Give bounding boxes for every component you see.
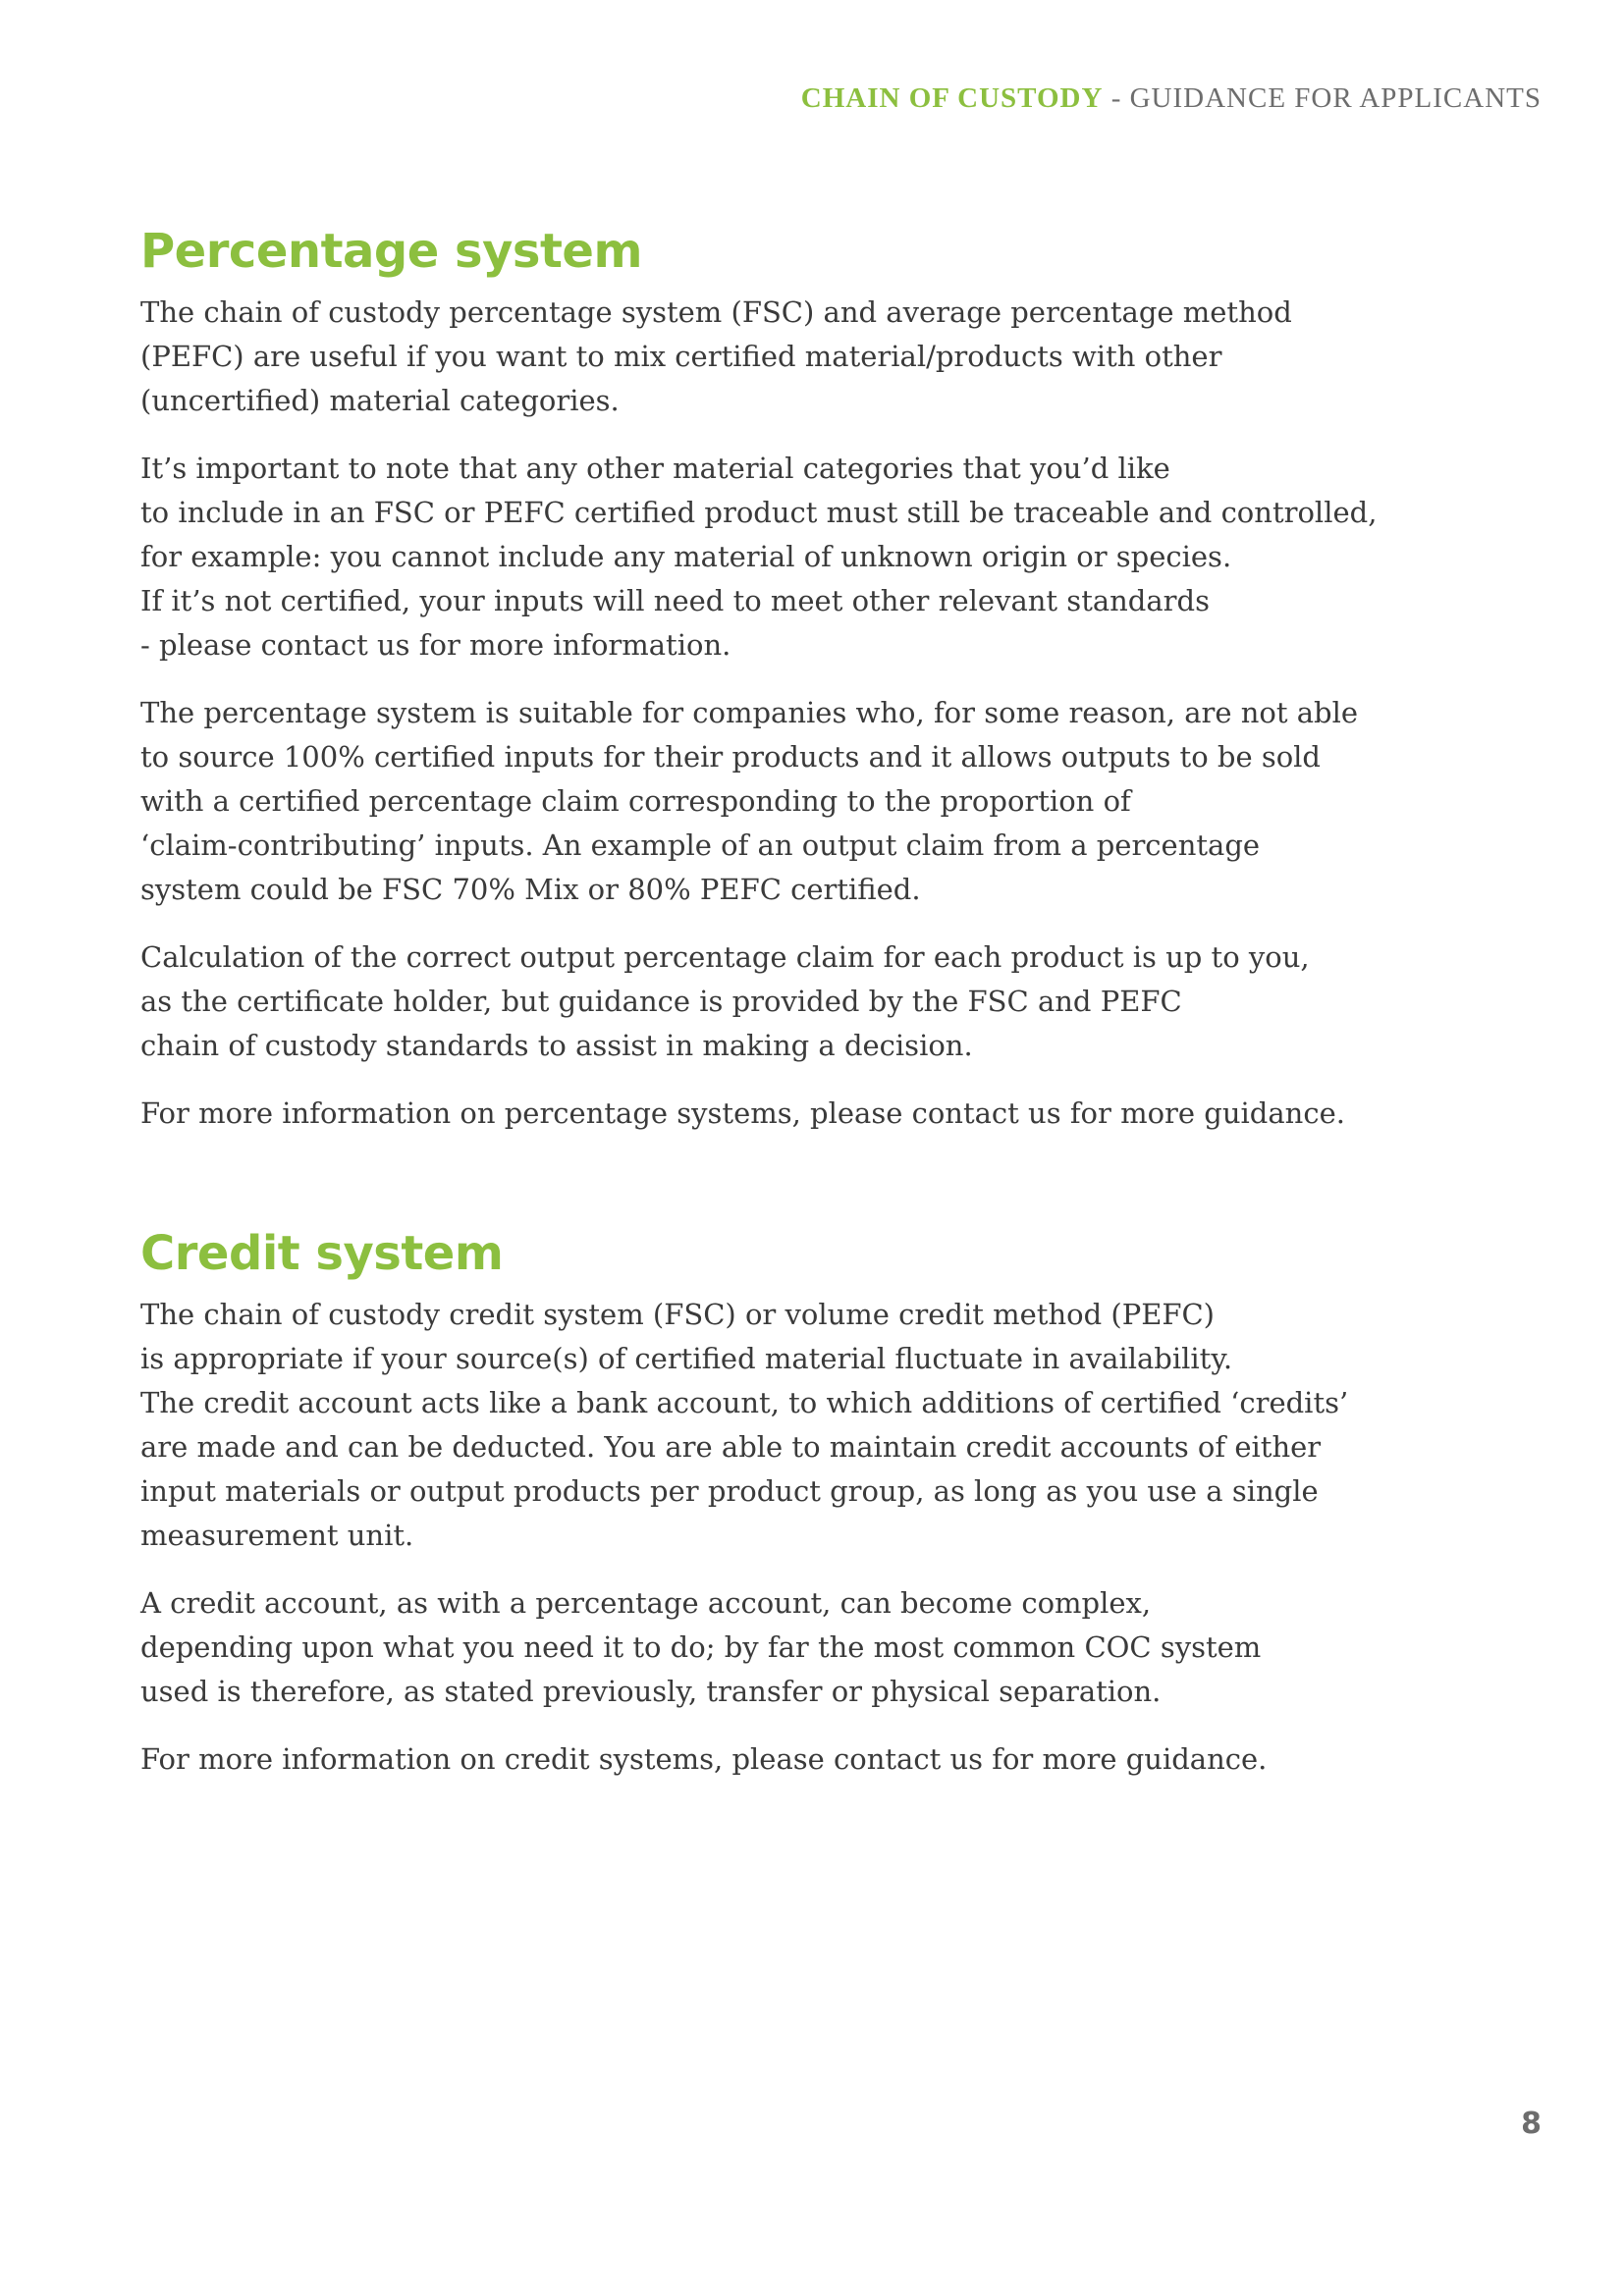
text-line: are made and can be deducted. You are able to maintain credit accounts of either [140, 1430, 1322, 1464]
text-line: system could be FSC 70% Mix or 80% PEFC certified. [140, 873, 921, 906]
text-line: The chain of custody percentage system (FSC) and average percentage method [140, 295, 1292, 329]
text-line: ‘claim-contributing’ inputs. An example of an output claim from a percentage [140, 828, 1261, 862]
text-line: The credit account acts like a bank account, to which additions of certified ‘credits’ [140, 1386, 1349, 1419]
section-percentage-system [140, 224, 1515, 1136]
text-line: If it’s not certified, your inputs will need to meet other relevant standards [140, 584, 1210, 617]
header-title-highlight: CHAIN OF CUSTODY [800, 82, 1104, 114]
paragraph [140, 1581, 1515, 1714]
text-line: For more information on credit systems, please contact us for more guidance. [140, 1742, 1268, 1776]
text-line: (uncertified) material categories. [140, 384, 620, 417]
text-line: depending upon what you need it to do; by far the most common COC system [140, 1630, 1262, 1664]
paragraph [140, 1092, 1515, 1136]
section-heading: Credit system [140, 1226, 504, 1281]
text-line: It’s important to note that any other material categories that you’d like [140, 452, 1170, 485]
paragraph [140, 291, 1515, 423]
text-line: to include in an FSC or PEFC certified product must still be traceable and controlled, [140, 496, 1378, 529]
text-line: is appropriate if your source(s) of certified material fluctuate in availability. [140, 1342, 1233, 1375]
text-line: used is therefore, as stated previously, transfer or physical separation. [140, 1675, 1162, 1708]
running-header [801, 82, 1542, 115]
section-credit-system [140, 1226, 1515, 1782]
header-title-rest: - GUIDANCE FOR APPLICANTS [1103, 82, 1542, 114]
text-line: for example: you cannot include any material of unknown origin or species. [140, 540, 1232, 573]
section-heading: Percentage system [140, 224, 642, 279]
paragraph [140, 1737, 1515, 1782]
text-line: measurement unit. [140, 1519, 414, 1552]
paragraph [140, 935, 1515, 1068]
text-line: chain of custody standards to assist in making a decision. [140, 1029, 973, 1062]
text-line: Calculation of the correct output percentage claim for each product is up to you, [140, 940, 1310, 974]
text-line: A credit account, as with a percentage account, can become complex, [140, 1586, 1152, 1620]
paragraph [140, 1293, 1515, 1558]
text-line: with a certified percentage claim corresponding to the proportion of [140, 784, 1131, 818]
text-line: The percentage system is suitable for companies who, for some reason, are not able [140, 696, 1359, 729]
text-line: as the certificate holder, but guidance is provided by the FSC and PEFC [140, 985, 1182, 1018]
text-line: to source 100% certified inputs for their products and it allows outputs to be sold [140, 740, 1321, 774]
text-line: - please contact us for more information. [140, 628, 731, 662]
section-spacer [140, 1159, 1515, 1226]
text-line: (PEFC) are useful if you want to mix certified material/products with other [140, 340, 1222, 373]
paragraph [140, 691, 1515, 912]
text-line: The chain of custody credit system (FSC) or volume credit method (PEFC) [140, 1298, 1215, 1331]
page-content [140, 224, 1515, 1805]
page-number: 8 [1521, 2107, 1542, 2141]
text-line: For more information on percentage systems, please contact us for more guidance. [140, 1096, 1345, 1130]
paragraph [140, 447, 1515, 667]
text-line: input materials or output products per product group, as long as you use a single [140, 1474, 1319, 1508]
